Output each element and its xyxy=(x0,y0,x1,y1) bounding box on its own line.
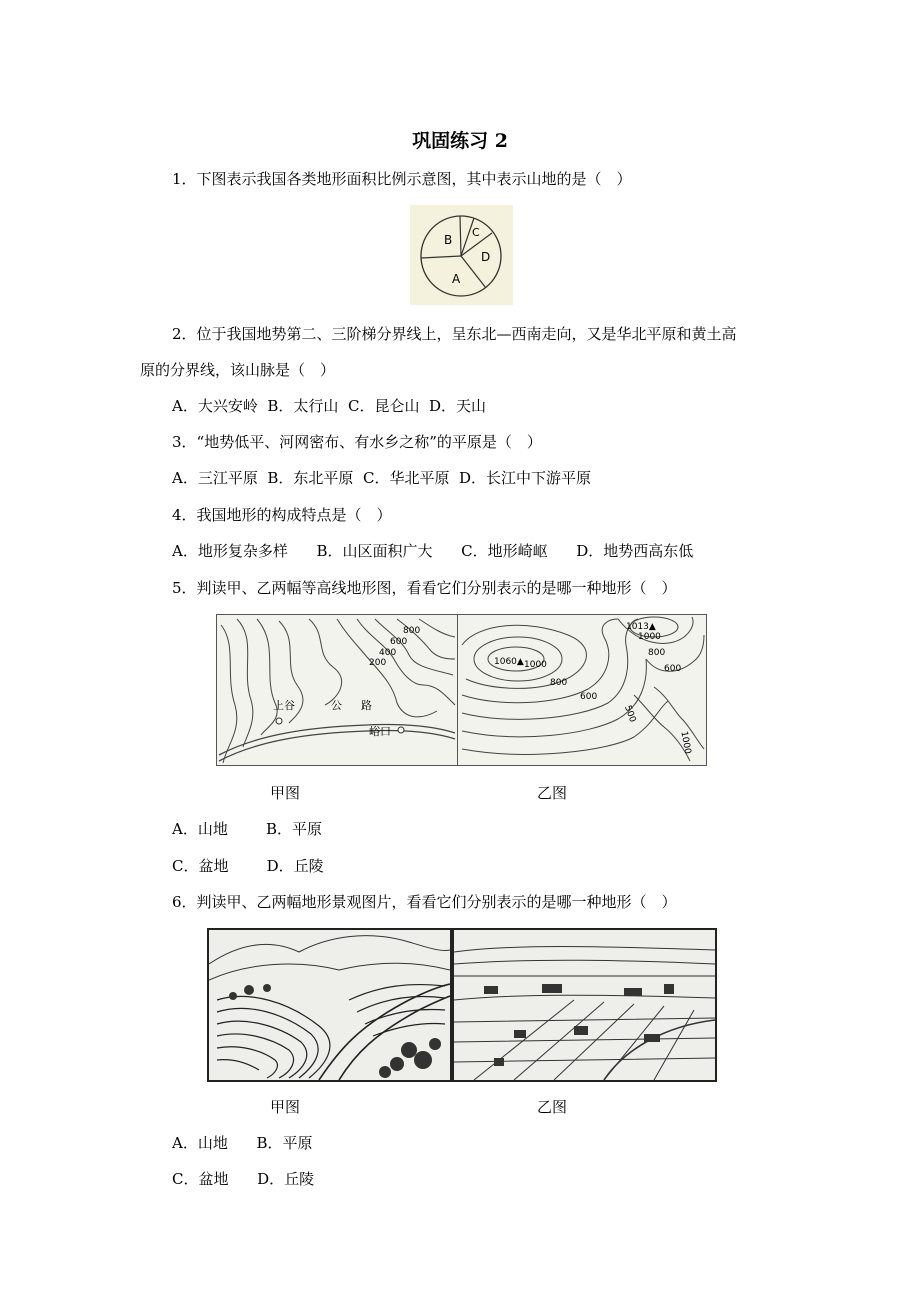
peak-label-1060: 1060▲ xyxy=(494,657,524,667)
option-d: D．地势西高东低 xyxy=(576,542,694,560)
road-label-lu: 路 xyxy=(361,699,372,712)
question-3-options xyxy=(172,468,591,488)
question-2-options xyxy=(172,396,486,416)
question-3-stem: 3．“地势低平、河网密布、有水乡之称”的平原是（ ） xyxy=(172,433,542,451)
caption-yi: 乙图 xyxy=(537,784,568,802)
contour-label-200: 200 xyxy=(369,658,387,668)
contour-label-400: 400 xyxy=(379,648,397,658)
option-d: D．丘陵 xyxy=(257,1170,315,1188)
option-b: B．平原 xyxy=(266,820,323,838)
question-6-stem: 6．判读甲、乙两幅地形景观图片，看看它们分别表示的是哪一种地形（ ） xyxy=(172,893,677,911)
question-5-options-row2 xyxy=(172,856,324,876)
option-d: D．长江中下游平原 xyxy=(459,469,592,487)
option-c: C．盆地 xyxy=(172,1170,229,1188)
option-a: A．地形复杂多样 xyxy=(172,542,288,560)
pie-label-b: B xyxy=(444,233,453,247)
question-2-stem-line2: 原的分界线，该山脉是（ ） xyxy=(140,361,336,379)
page-title: 巩固练习 2 xyxy=(412,130,508,152)
pie-label-a: A xyxy=(452,272,461,286)
option-c: C．华北平原 xyxy=(362,469,450,487)
landscape-jia-terraces xyxy=(207,928,452,1082)
option-d: D．天山 xyxy=(429,397,487,415)
contour-label-800: 800 xyxy=(403,626,421,636)
question-6-options-row2 xyxy=(172,1169,314,1189)
pie-chart-figure xyxy=(410,205,513,305)
contour-map-jia xyxy=(216,614,458,766)
contour-label-600a: 600 xyxy=(664,664,682,674)
option-c: C．地形崎岖 xyxy=(461,542,548,560)
option-c: C．昆仑山 xyxy=(347,397,420,415)
place-label-yukou: 峪口 xyxy=(369,725,391,738)
question-4-stem: 4．我国地形的构成特点是（ ） xyxy=(172,506,392,524)
contour-map-yi xyxy=(457,614,707,766)
contour-label-1000a: 1000 xyxy=(524,660,547,670)
option-a: A．三江平原 xyxy=(172,469,258,487)
caption-jia: 甲图 xyxy=(270,1098,301,1116)
option-a: A．山地 xyxy=(172,1134,228,1152)
place-label-shanggu: 上谷 xyxy=(273,699,295,712)
question-5-options-row1 xyxy=(172,819,322,839)
contour-label-1000c: 1000 xyxy=(678,730,693,755)
peak-label-1013: 1013▲ xyxy=(626,622,656,632)
contour-label-600: 600 xyxy=(390,637,408,647)
contour-label-500: 500 xyxy=(622,704,638,724)
option-b: B．平原 xyxy=(256,1134,313,1152)
contour-label-800b: 800 xyxy=(550,678,568,688)
option-d: D．丘陵 xyxy=(266,857,324,875)
pie-label-c: C xyxy=(472,226,480,239)
option-a: A．大兴安岭 xyxy=(172,397,258,415)
landscape-yi-plain xyxy=(452,928,717,1082)
question-2-stem-line1: 2．位于我国地势第二、三阶梯分界线上，呈东北—西南走向，又是华北平原和黄土高 xyxy=(172,325,737,343)
question-5-stem: 5．判读甲、乙两幅等高线地形图，看看它们分别表示的是哪一种地形（ ） xyxy=(172,579,677,597)
caption-jia: 甲图 xyxy=(270,784,301,802)
question-1-stem: 1．下图表示我国各类地形面积比例示意图，其中表示山地的是（ ） xyxy=(172,170,632,188)
pie-label-d: D xyxy=(481,250,491,264)
option-a: A．山地 xyxy=(172,820,228,838)
option-b: B．山区面积广大 xyxy=(316,542,433,560)
caption-yi: 乙图 xyxy=(537,1098,568,1116)
question-4-options xyxy=(172,541,693,561)
road-label-gong: 公 xyxy=(331,699,342,712)
question-6-options-row1 xyxy=(172,1133,312,1153)
option-b: B．东北平原 xyxy=(267,469,354,487)
contour-label-800a: 800 xyxy=(648,648,666,658)
option-c: C．盆地 xyxy=(172,857,229,875)
contour-label-600b: 600 xyxy=(580,692,598,702)
contour-label-1000b: 1000 xyxy=(638,632,661,642)
option-b: B．太行山 xyxy=(267,397,339,415)
